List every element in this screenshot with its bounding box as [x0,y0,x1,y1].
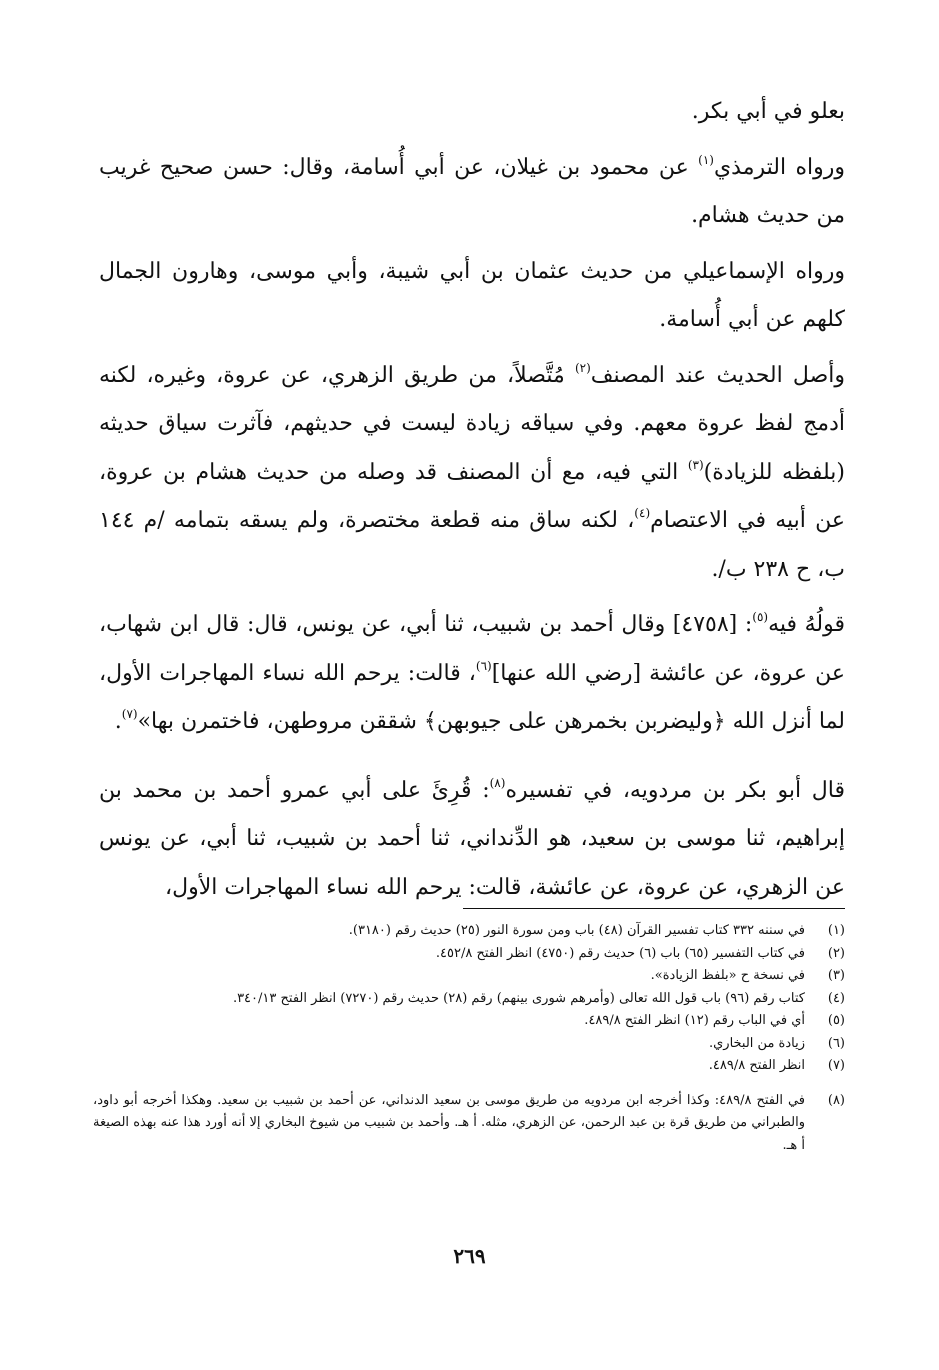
footnote-text: في كتاب التفسير (٦٥) باب (٦) حديث رقم (٤٧٥٠) انظر الفتح ٤٥٢/٨. [435,945,805,961]
main-text [99,88,845,919]
footnote-4 [93,988,845,1011]
footnote-text: في سننه ٣٣٢ كتاب تفسير القرآن (٤٨) باب ومن سورة النور (٢٥) حديث رقم (٣١٨٠). [348,923,805,938]
paragraph-text: قولُهُ فيه [768,612,845,637]
paragraph-text: ، لكنه ساق منه قطعة مختصرة، ولم يسقه بتمامه /م ١٤٤ ب، ح ٢٣٨ ب/. [99,508,845,582]
paragraph-6 [99,767,845,913]
footnote-1 [93,920,845,943]
footnote-number: (٨) [827,1092,845,1108]
footnote-text: انظر الفتح ٤٨٩/٨. [708,1058,805,1073]
footnote-number: (٧) [827,1058,845,1073]
footnote-7 [93,1055,845,1078]
paragraph-text: مُتَّصلاً، من طريق الزهري، عن عروة، وغيره، لكنه أدمج لفظ عروة معهم. وفي سياقه زيادة ليست في حديثهم، فآثرت سياق حديثه (بلفظه للزيادة) [99,362,845,485]
footnote-6 [93,1033,845,1056]
footnote-number: (١) [827,923,845,938]
paragraph-1 [99,88,845,137]
footnote-marker: (٦) [475,658,492,673]
paragraph-text: . [114,709,122,734]
footnote-marker: (٣) [687,457,704,472]
footnote-text: كتاب رقم (٩٦) باب قول الله تعالى (وأمرهم شورى بينهم) رقم (٢٨) حديث رقم (٧٢٧٠) انظر الفتح ٣٤٠/١٣. [232,990,805,1006]
footnote-text: زيادة من البخاري. [708,1035,805,1051]
footnote-8 [93,1090,845,1158]
paragraph-text: وأصل الحديث عند المصنف [590,362,845,388]
footnotes [93,920,845,1157]
paragraph-text: ورواه الترمذي [713,154,845,180]
footnote-number: (٢) [827,945,845,961]
page-number: ٢٦٩ [453,1244,486,1268]
paragraph-4 [99,352,845,595]
paragraph-text: عن محمود بن غيلان، عن أبي أُسامة، وقال: حسن صحيح غريب من حديث هشام. [99,154,845,228]
footnote-2 [93,943,845,966]
footnote-text: أي في الباب رقم (١٢) انظر الفتح ٤٨٩/٨. [584,1013,805,1028]
footnote-number: (٥) [827,1013,845,1028]
paragraph-text: بعلو في أبي بكر. [691,99,845,124]
paragraph-3 [99,248,845,345]
footnote-marker: (١) [698,152,714,167]
paragraph-text: التي فيه، مع أن المصنف قد وصله من حديث هشام بن عروة، عن أبيه في الاعتصام [99,459,845,533]
footnote-marker: (٨) [489,775,506,790]
footnote-5 [93,1010,845,1033]
footnote-text: في الفتح ٤٨٩/٨: وكذا أخرجه ابن مردويه من طريق موسى بن سعيد الدنداني، عن أحمد بن شبيب بن سعيد. وهكذا أخرجه أبو داود، والطبراني من طريق قرة بن عبد الرحمن، عن الزهري، مثله. أ هـ. وأحمد بن شبيب من شيوخ البخاري إلا أنه أورد هذا عنه بهذه الصيغة أ هـ. [93,1092,805,1153]
footnote-3 [93,965,845,988]
footnote-marker: (٧) [121,707,138,721]
footnote-number: (٤) [827,990,845,1006]
paragraph-text: : قُرِئَ على أبي عمرو أحمد بن محمد بن إبراهيم، ثنا موسى بن سعيد، هو الدِّنداني، ثنا أحمد بن شبيب، ثنا أبي، عن يونس عن الزهري، عن عروة، عن عائشة، قالت: يرحم الله نساء المهاجرات الأول، [99,777,845,900]
footnote-number: (٣) [827,968,845,983]
footnote-marker: (٤) [634,506,651,520]
footnote-marker: (٥) [752,610,769,624]
paragraph-5 [99,601,845,747]
paragraph-text: قال أبو بكر بن مردويه، في تفسيره [505,777,845,803]
paragraph-text: ، قالت: يرحم الله نساء المهاجرات الأول، لما أنزل الله ﴿وليضربن بخمرهن على جيوبهن﴾ شققن مروطهن، فاختمرن بها» [99,660,845,734]
paragraph-text: ورواه الإسماعيلي من حديث عثمان بن أبي شيبة، وأبي موسى، وهارون الجمال كلهم عن أبي أُسامة. [99,258,845,332]
footnote-divider [463,908,845,909]
footnote-text: في نسخة ح «بلفظ الزيادة». [650,968,805,983]
footnote-number: (٦) [827,1035,845,1051]
paragraph-2 [99,144,845,241]
footnote-marker: (٢) [574,360,591,375]
paragraph-text: : [٤٧٥٨] وقال أحمد بن شبيب، ثنا أبي، عن يونس، قال: قال ابن شهاب، عن عروة، عن عائشة [رضي الله عنها] [99,612,845,686]
